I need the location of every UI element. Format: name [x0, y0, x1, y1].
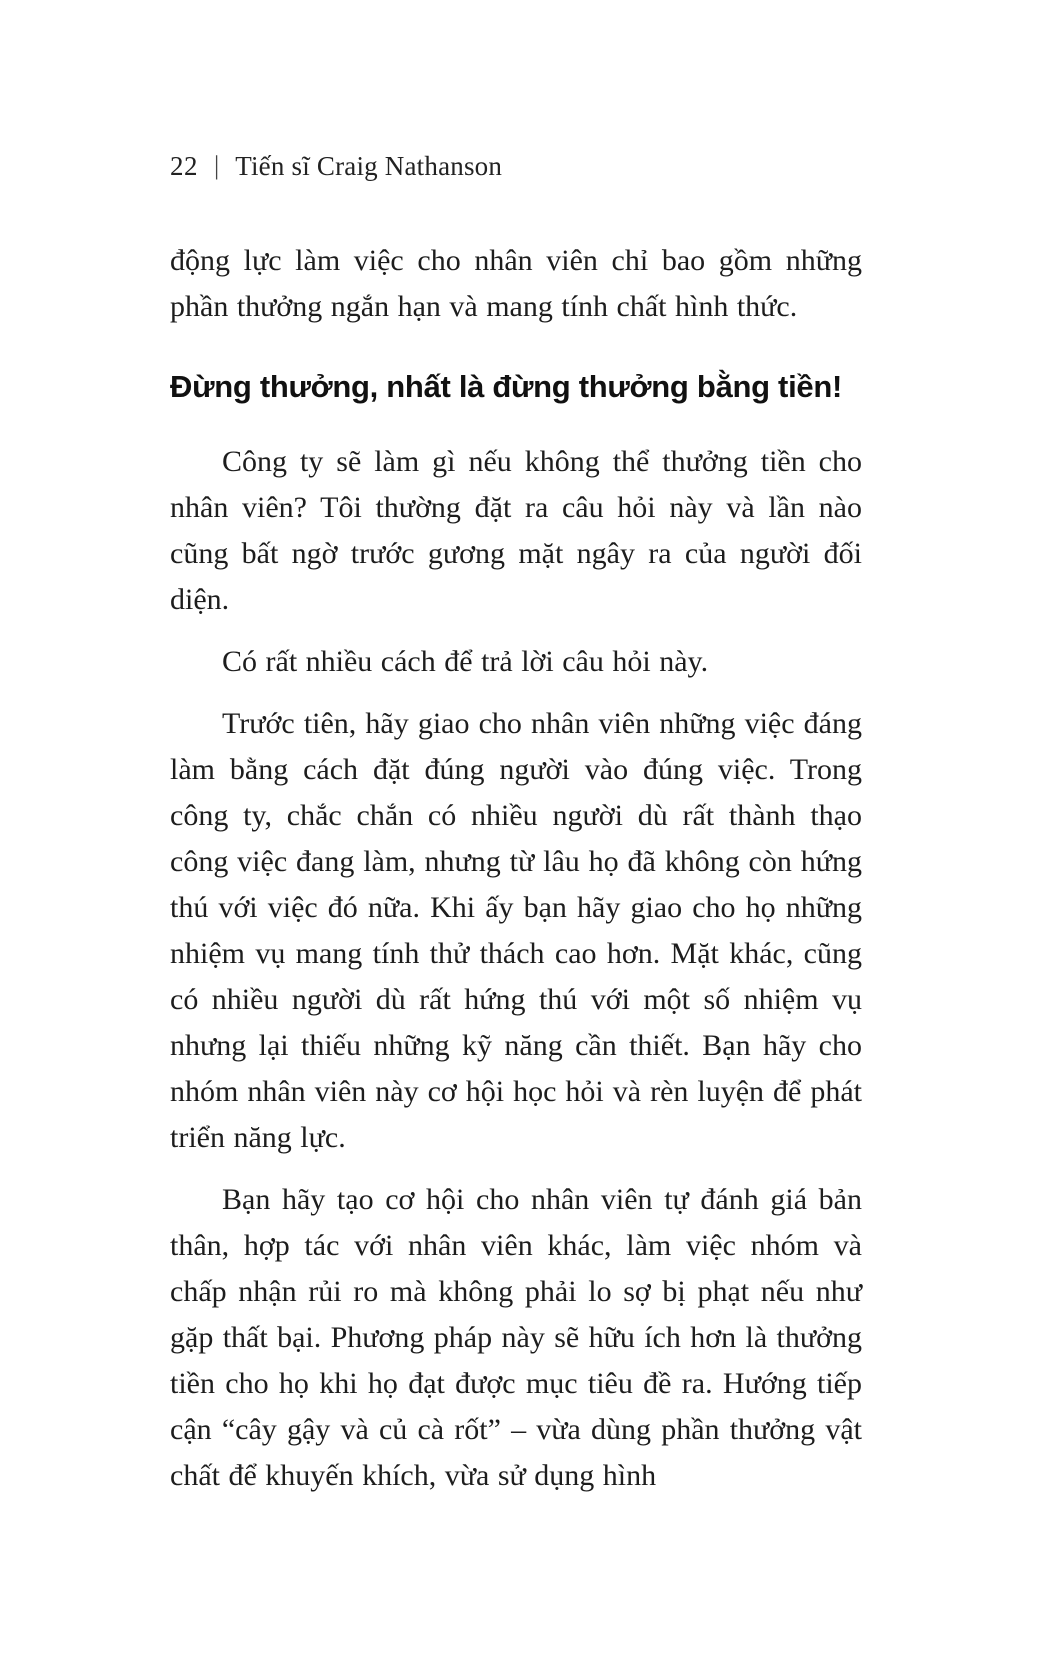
paragraph: Bạn hãy tạo cơ hội cho nhân viên tự đánh giá bản thân, hợp tác với nhân viên khác, làm việc nhóm và chấp nhận rủi ro mà không phải lo sợ bị phạt nếu như gặp thất bại. Phương pháp này sẽ hữu ích hơn là thưởng tiền cho họ khi họ đạt được mục tiêu đề ra. Hướng tiếp cận “cây gậy và củ cà rốt” – vừa dùng phần thưởng vật chất để khuyến khích, vừa sử dụng hình [170, 1183, 862, 1493]
paragraph: Có rất nhiều cách để trả lời câu hỏi này. [222, 645, 709, 679]
running-header [170, 150, 862, 182]
intro-paragraph: động lực làm việc cho nhân viên chỉ bao gồm những phần thưởng ngắn hạn và mang tính chất hình thức. [170, 244, 862, 324]
page-body [170, 238, 862, 1499]
section-heading: Đừng thưởng, nhất là đừng thưởng bằng tiền! [170, 369, 842, 405]
running-title: Tiến sĩ Craig Nathanson [235, 151, 503, 181]
paragraph: Công ty sẽ làm gì nếu không thể thưởng tiền cho nhân viên? Tôi thường đặt ra câu hỏi này và lần nào cũng bất ngờ trước gương mặt ngây ra của người đối diện. [170, 445, 862, 617]
header-separator: | [214, 151, 220, 180]
page-number: 22 [170, 151, 198, 181]
paragraph: Trước tiên, hãy giao cho nhân viên những việc đáng làm bằng cách đặt đúng người vào đúng việc. Trong công ty, chắc chắn có nhiều người dù rất thành thạo công việc đang làm, nhưng từ lâu họ đã không còn hứng thú với việc đó nữa. Khi ấy bạn hãy giao cho họ những nhiệm vụ mang tính thử thách cao hơn. Mặt khác, cũng có nhiều người dù rất hứng thú với một số nhiệm vụ nhưng lại thiếu những kỹ năng cần thiết. Bạn hãy cho nhóm nhân viên này cơ hội học hỏi và rèn luyện để phát triển năng lực. [170, 707, 862, 1155]
